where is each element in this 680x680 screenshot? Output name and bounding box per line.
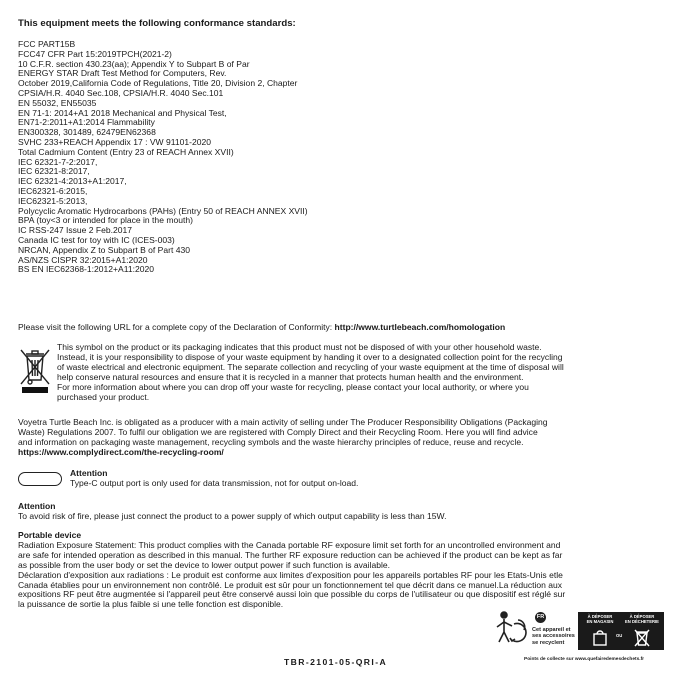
- sorting-info-panel: [578, 612, 664, 650]
- weee-line: For more information about where you can drop off your waste for recycling, please contact your local authority, or where you: [57, 381, 529, 392]
- weee-line: purchased your product.: [57, 391, 150, 402]
- standard-item: EN71-2:2011+A1:2014 Flammability: [18, 117, 155, 128]
- portable-device-section: [18, 531, 662, 610]
- standard-item: FCC PART15B: [18, 39, 76, 49]
- portable-line: Radiation Exposure Statement: This product complies with the Canada portable RF exposure limit set forth for an uncontrolled environment and: [18, 539, 561, 550]
- portable-line: Canada établies pour un environnement non contrôlé. Le produit est sûr pour un fonctionnement tel que décrit dans ce manuel.La réduction aux: [18, 579, 563, 590]
- weee-line: of waste electrical and electronic equipment. The separate collection and recycling of your waste equipment at the time of disposal will: [57, 361, 564, 372]
- triman-logo-icon: [490, 608, 528, 648]
- triman-line: ses accessoires: [532, 633, 575, 640]
- typec-attention: [70, 468, 358, 488]
- standard-item: EN 55032, EN55035: [18, 97, 97, 108]
- standard-item: AS/NZS CISPR 32:2015+A1:2020: [18, 254, 148, 265]
- voyetra-line: and information on packaging waste management, recycling symbols and the waste hierarchy principles of reduce, reuse and recycle.: [18, 436, 524, 447]
- attention-text: Type-C output port is only used for data transmission, not for output on-load.: [70, 478, 359, 488]
- fr-badge: FR: [535, 612, 546, 623]
- weee-notice: [57, 343, 663, 402]
- declaration-line: [18, 322, 505, 332]
- voyetra-line: Waste) Regulations 2007. To fulfil our obligation we are registered with Comply Direct and their Recycling Room. Here you will find advice: [18, 426, 538, 437]
- waste-bin-icon: [632, 627, 652, 647]
- standard-item: Polycyclic Aromatic Hydrocarbons (PAHs) (Entry 50 of REACH ANNEX XVII): [18, 205, 308, 216]
- portable-line: la puissance de sortie la plus faible si une telle fonction est disponible.: [18, 599, 284, 610]
- usb-typec-port-icon: [18, 472, 62, 486]
- standard-item: IEC 62321-7-2:2017,: [18, 156, 98, 167]
- document-code: TBR-2101-05-QRI-A: [284, 657, 388, 667]
- complydirect-link[interactable]: https://www.complydirect.com/the-recycling-room/: [18, 446, 224, 457]
- conformance-title: This equipment meets the following conformance standards:: [18, 18, 296, 29]
- store-bag-icon: [590, 627, 610, 647]
- declaration-url-link[interactable]: http://www.turtlebeach.com/homologation: [334, 322, 506, 332]
- standard-item: Canada IC test for toy with IC (ICES-003): [18, 234, 175, 245]
- drop-in-store-label: [580, 615, 620, 625]
- panel-label: EN DÉCHETERIE: [625, 618, 659, 624]
- weee-line: help conserve natural resources and ensure that it is recycled in a manner that protects human health and the environment.: [57, 371, 524, 382]
- or-label: OU: [616, 633, 623, 638]
- standard-item: EN 71-1: 2014+A1 2018 Mechanical and Physical Test,: [18, 107, 227, 118]
- attention-text: To avoid risk of fire, please just connect the product to a power supply of which output capability is less than 15W.: [18, 511, 447, 521]
- panel-label: À DÉPOSER: [587, 614, 613, 619]
- triman-text: [532, 627, 575, 646]
- drop-at-waste-center-label: [622, 615, 662, 625]
- panel-label: EN MAGASIN: [586, 618, 614, 624]
- portable-heading: Portable device: [18, 530, 82, 540]
- standard-item: IEC62321-5:2013,: [18, 195, 88, 206]
- standard-item: IEC 62321-8:2017,: [18, 166, 90, 177]
- standard-item: CPSIA/H.R. 4040 Sec.108, CPSIA/H.R. 4040 Sec.101: [18, 87, 224, 98]
- portable-line: expositions RF peut être augmentée si l'appareil peut être conservé aussi loin que possible du corps de l'utilisateur ou que dispositif est réglé sur: [18, 589, 566, 600]
- standard-item: NRCAN, Appendix Z to Subpart B of Part 430: [18, 244, 190, 255]
- power-attention: [18, 501, 447, 521]
- standard-item: IC RSS-247 Issue 2 Feb.2017: [18, 225, 133, 236]
- standard-item: Total Cadmium Content (Entry 23 of REACH Annex XVII): [18, 146, 234, 157]
- standards-list: [18, 40, 658, 275]
- weee-line: This symbol on the product or its packaging indicates that this product must not be disposed of with your other household waste.: [57, 342, 542, 352]
- standard-item: SVHC 233+REACH Appendix 17 : VW 91101-2020: [18, 136, 211, 147]
- standard-item: IEC62321-6:2015,: [18, 185, 88, 196]
- standard-item: EN300328, 301489, 62479EN62368: [18, 127, 156, 138]
- portable-line: as possible from the user body or set the device to lower output power if such function is available.: [18, 559, 390, 570]
- triman-line: Cet appareil et: [532, 627, 571, 633]
- standard-item: IEC 62321-4:2013+A1:2017,: [18, 176, 127, 187]
- voyetra-line: Voyetra Turtle Beach Inc. is obligated as a producer with a main activity of selling under The Producer Responsibility Obligations (Packaging: [18, 417, 548, 427]
- triman-line: se recyclent: [532, 639, 565, 646]
- portable-line: Déclaration d'exposition aux radiations : Le produit est conforme aux limites d'exposition pour les appareils portables RF pour les Etats-Unis etle: [18, 569, 563, 580]
- standard-item: 10 C.F.R. section 430.23(aa); Appendix Y to Subpart B of Par: [18, 58, 250, 69]
- attention-heading: Attention: [18, 501, 56, 511]
- standard-item: BPA (toy<3 or intended for place in the mouth): [18, 215, 193, 226]
- declaration-text: Please visit the following URL for a complete copy of the Declaration of Conformity:: [18, 322, 335, 332]
- collection-points-note: Points de collecte sur www.quefairedemesdechets.fr: [524, 657, 645, 662]
- weee-line: Instead, it is your responsibility to dispose of your waste equipment by handing it over to a designated collection point for the recycling: [57, 351, 563, 362]
- standard-item: October 2019,California Code of Regulations, Title 20, Division 2, Chapter: [18, 78, 298, 89]
- standard-item: ENERGY STAR Draft Test Method for Computers, Rev.: [18, 68, 227, 79]
- attention-heading: Attention: [70, 468, 108, 478]
- packaging-obligation-notice: [18, 418, 662, 458]
- standard-item: BS EN IEC62368-1:2012+A11:2020: [18, 264, 154, 275]
- weee-bin-icon: [18, 346, 52, 394]
- panel-label: À DÉPOSER: [629, 614, 655, 619]
- standard-item: FCC47 CFR Part 15:2019TPCH(2021-2): [18, 48, 172, 59]
- portable-line: are safe for intended operation as described in this manual. The further RF exposure reduction can be achieved if the product can be kept as far: [18, 549, 563, 560]
